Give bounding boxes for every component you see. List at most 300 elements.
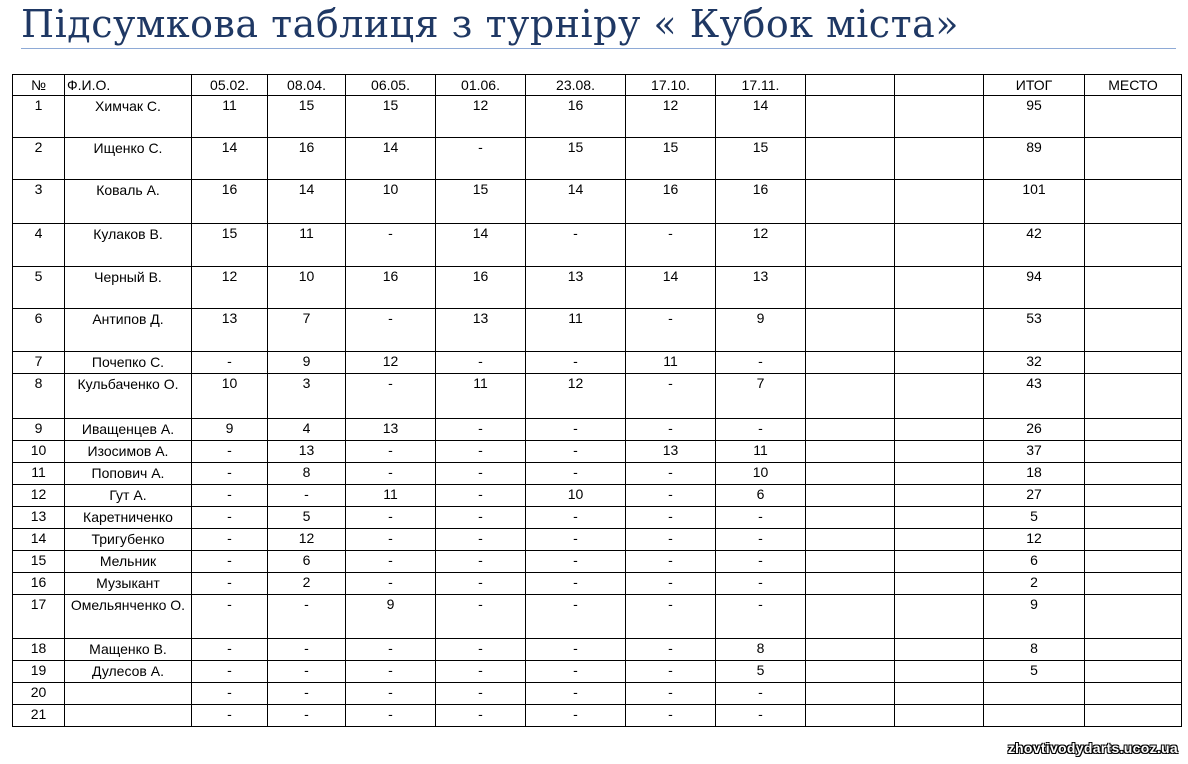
table-row	[13, 573, 1182, 595]
cell-col-date-5: -	[526, 419, 626, 441]
cell-col-date-7: -	[716, 683, 806, 705]
cell-col-date-3: 13	[346, 419, 436, 441]
table-row	[13, 507, 1182, 529]
cell-col-date-4: -	[436, 441, 526, 463]
cell-col-date-6: 13	[626, 441, 716, 463]
cell-col-number: 10	[13, 441, 65, 463]
cell-col-place	[1085, 180, 1182, 224]
cell-col-date-6: -	[626, 661, 716, 683]
cell-col-date-3: -	[346, 224, 436, 267]
table-header-row	[13, 75, 1182, 96]
cell-col-date-7: 13	[716, 267, 806, 309]
cell-col-empty-1	[806, 683, 895, 705]
cell-col-name: Кульбаченко О.	[65, 374, 192, 419]
cell-col-total: 6	[984, 551, 1085, 573]
table-row	[13, 374, 1182, 419]
cell-col-date-5: 10	[526, 485, 626, 507]
cell-col-date-4: -	[436, 573, 526, 595]
cell-col-place	[1085, 639, 1182, 661]
cell-col-date-4: -	[436, 595, 526, 639]
table-row	[13, 352, 1182, 374]
cell-col-empty-1	[806, 463, 895, 485]
cell-col-date-4: -	[436, 683, 526, 705]
cell-col-date-2: 3	[268, 374, 346, 419]
cell-col-date-1: -	[192, 661, 268, 683]
cell-col-date-4: -	[436, 529, 526, 551]
cell-col-number: 1	[13, 96, 65, 138]
cell-col-date-7: -	[716, 352, 806, 374]
results-table	[12, 74, 1182, 727]
table-row	[13, 683, 1182, 705]
cell-col-name: Гут А.	[65, 485, 192, 507]
title-underline	[21, 48, 1176, 49]
cell-col-date-6: -	[626, 224, 716, 267]
cell-col-date-2: 4	[268, 419, 346, 441]
cell-col-empty-2	[895, 507, 984, 529]
cell-col-number: 8	[13, 374, 65, 419]
table-row	[13, 419, 1182, 441]
cell-col-date-3: 15	[346, 96, 436, 138]
cell-col-date-7: 9	[716, 309, 806, 352]
cell-col-date-3: 9	[346, 595, 436, 639]
header-col-place: МЕСТО	[1085, 75, 1182, 96]
cell-col-date-6: -	[626, 507, 716, 529]
cell-col-place	[1085, 661, 1182, 683]
cell-col-total: 2	[984, 573, 1085, 595]
cell-col-date-5: -	[526, 507, 626, 529]
cell-col-date-2: 13	[268, 441, 346, 463]
cell-col-name: Антипов Д.	[65, 309, 192, 352]
cell-col-date-6: -	[626, 683, 716, 705]
cell-col-date-1: -	[192, 639, 268, 661]
header-col-total: ИТОГ	[984, 75, 1085, 96]
cell-col-date-5: -	[526, 529, 626, 551]
cell-col-empty-1	[806, 224, 895, 267]
cell-col-date-3: -	[346, 551, 436, 573]
cell-col-place	[1085, 309, 1182, 352]
cell-col-empty-2	[895, 595, 984, 639]
cell-col-date-4: 12	[436, 96, 526, 138]
cell-col-date-2: 2	[268, 573, 346, 595]
table-row	[13, 267, 1182, 309]
cell-col-place	[1085, 352, 1182, 374]
cell-col-date-5: -	[526, 352, 626, 374]
cell-col-empty-1	[806, 507, 895, 529]
cell-col-total: 43	[984, 374, 1085, 419]
cell-col-total: 26	[984, 419, 1085, 441]
cell-col-number: 7	[13, 352, 65, 374]
cell-col-date-6: -	[626, 485, 716, 507]
cell-col-date-1: -	[192, 507, 268, 529]
table-row	[13, 138, 1182, 180]
cell-col-date-4: -	[436, 705, 526, 727]
cell-col-date-1: 13	[192, 309, 268, 352]
table-row	[13, 96, 1182, 138]
cell-col-name: Омельянченко О.	[65, 595, 192, 639]
cell-col-date-5: 14	[526, 180, 626, 224]
cell-col-empty-1	[806, 419, 895, 441]
cell-col-empty-2	[895, 441, 984, 463]
cell-col-empty-1	[806, 374, 895, 419]
cell-col-date-3: 14	[346, 138, 436, 180]
cell-col-empty-2	[895, 374, 984, 419]
cell-col-name	[65, 683, 192, 705]
cell-col-name	[65, 705, 192, 727]
cell-col-empty-1	[806, 138, 895, 180]
cell-col-name: Попович А.	[65, 463, 192, 485]
header-col-date-1: 05.02.	[192, 75, 268, 96]
cell-col-place	[1085, 551, 1182, 573]
cell-col-empty-2	[895, 180, 984, 224]
cell-col-place	[1085, 529, 1182, 551]
cell-col-date-1: -	[192, 463, 268, 485]
cell-col-total: 101	[984, 180, 1085, 224]
cell-col-date-3: -	[346, 374, 436, 419]
cell-col-date-1: -	[192, 595, 268, 639]
cell-col-date-1: 15	[192, 224, 268, 267]
table-row	[13, 529, 1182, 551]
table-row	[13, 595, 1182, 639]
cell-col-place	[1085, 374, 1182, 419]
cell-col-empty-1	[806, 309, 895, 352]
cell-col-number: 14	[13, 529, 65, 551]
cell-col-date-6: -	[626, 419, 716, 441]
header-col-date-3: 06.05.	[346, 75, 436, 96]
cell-col-date-1: 16	[192, 180, 268, 224]
cell-col-date-7: -	[716, 419, 806, 441]
table-row	[13, 180, 1182, 224]
cell-col-place	[1085, 96, 1182, 138]
cell-col-date-7: -	[716, 705, 806, 727]
cell-col-date-6: -	[626, 551, 716, 573]
cell-col-date-3: -	[346, 507, 436, 529]
cell-col-name: Ищенко С.	[65, 138, 192, 180]
cell-col-date-5: -	[526, 463, 626, 485]
cell-col-name: Почепко С.	[65, 352, 192, 374]
header-col-empty-2	[895, 75, 984, 96]
cell-col-date-4: 16	[436, 267, 526, 309]
cell-col-date-5: -	[526, 661, 626, 683]
cell-col-date-4: 14	[436, 224, 526, 267]
cell-col-empty-1	[806, 595, 895, 639]
cell-col-place	[1085, 224, 1182, 267]
cell-col-date-1: 9	[192, 419, 268, 441]
cell-col-empty-2	[895, 267, 984, 309]
cell-col-number: 3	[13, 180, 65, 224]
cell-col-date-5: -	[526, 224, 626, 267]
cell-col-date-5: 13	[526, 267, 626, 309]
cell-col-date-7: 10	[716, 463, 806, 485]
cell-col-total: 53	[984, 309, 1085, 352]
cell-col-empty-2	[895, 485, 984, 507]
cell-col-date-1: 12	[192, 267, 268, 309]
cell-col-empty-1	[806, 267, 895, 309]
cell-col-date-7: 11	[716, 441, 806, 463]
cell-col-number: 15	[13, 551, 65, 573]
cell-col-number: 18	[13, 639, 65, 661]
cell-col-total: 37	[984, 441, 1085, 463]
cell-col-place	[1085, 441, 1182, 463]
cell-col-name: Мащенко В.	[65, 639, 192, 661]
table-row	[13, 309, 1182, 352]
cell-col-date-2: -	[268, 485, 346, 507]
cell-col-total: 95	[984, 96, 1085, 138]
table-row	[13, 485, 1182, 507]
header-col-empty-1	[806, 75, 895, 96]
cell-col-date-6: 16	[626, 180, 716, 224]
cell-col-date-3: 12	[346, 352, 436, 374]
cell-col-date-7: 5	[716, 661, 806, 683]
cell-col-name: Мельник	[65, 551, 192, 573]
cell-col-date-2: 7	[268, 309, 346, 352]
cell-col-date-5: 16	[526, 96, 626, 138]
cell-col-date-5: -	[526, 683, 626, 705]
cell-col-date-3: -	[346, 705, 436, 727]
cell-col-total: 18	[984, 463, 1085, 485]
header-col-date-5: 23.08.	[526, 75, 626, 96]
header-col-number: №	[13, 75, 65, 96]
header-col-date-4: 01.06.	[436, 75, 526, 96]
cell-col-total: 5	[984, 507, 1085, 529]
cell-col-empty-2	[895, 463, 984, 485]
cell-col-number: 11	[13, 463, 65, 485]
cell-col-date-5: -	[526, 639, 626, 661]
cell-col-empty-1	[806, 551, 895, 573]
cell-col-empty-2	[895, 573, 984, 595]
cell-col-total: 32	[984, 352, 1085, 374]
cell-col-number: 20	[13, 683, 65, 705]
cell-col-date-2: 6	[268, 551, 346, 573]
cell-col-number: 5	[13, 267, 65, 309]
cell-col-empty-2	[895, 529, 984, 551]
cell-col-number: 13	[13, 507, 65, 529]
cell-col-date-4: -	[436, 507, 526, 529]
cell-col-place	[1085, 485, 1182, 507]
cell-col-date-7: -	[716, 573, 806, 595]
cell-col-place	[1085, 507, 1182, 529]
cell-col-date-2: -	[268, 595, 346, 639]
cell-col-date-2: -	[268, 705, 346, 727]
cell-col-date-3: -	[346, 639, 436, 661]
table-row	[13, 463, 1182, 485]
cell-col-empty-2	[895, 639, 984, 661]
cell-col-date-2: 10	[268, 267, 346, 309]
cell-col-empty-2	[895, 138, 984, 180]
cell-col-empty-1	[806, 573, 895, 595]
cell-col-date-4: -	[436, 485, 526, 507]
cell-col-total: 12	[984, 529, 1085, 551]
cell-col-number: 4	[13, 224, 65, 267]
cell-col-date-4: -	[436, 419, 526, 441]
cell-col-date-1: -	[192, 441, 268, 463]
cell-col-name: Черный В.	[65, 267, 192, 309]
cell-col-date-6: 15	[626, 138, 716, 180]
cell-col-number: 17	[13, 595, 65, 639]
cell-col-place	[1085, 463, 1182, 485]
cell-col-date-4: -	[436, 138, 526, 180]
cell-col-date-7: -	[716, 551, 806, 573]
cell-col-date-1: -	[192, 529, 268, 551]
cell-col-date-6: -	[626, 639, 716, 661]
cell-col-total: 27	[984, 485, 1085, 507]
cell-col-empty-2	[895, 551, 984, 573]
cell-col-date-4: 13	[436, 309, 526, 352]
cell-col-name: Музыкант	[65, 573, 192, 595]
cell-col-empty-2	[895, 309, 984, 352]
cell-col-date-6: 11	[626, 352, 716, 374]
cell-col-date-6: 14	[626, 267, 716, 309]
cell-col-date-7: 7	[716, 374, 806, 419]
cell-col-place	[1085, 419, 1182, 441]
cell-col-name: Тригубенко	[65, 529, 192, 551]
cell-col-date-4: -	[436, 352, 526, 374]
cell-col-date-7: -	[716, 595, 806, 639]
cell-col-total: 42	[984, 224, 1085, 267]
cell-col-date-6: -	[626, 309, 716, 352]
table-row	[13, 551, 1182, 573]
cell-col-date-1: -	[192, 705, 268, 727]
cell-col-date-5: -	[526, 705, 626, 727]
cell-col-date-6: -	[626, 374, 716, 419]
cell-col-date-5: 15	[526, 138, 626, 180]
cell-col-name: Каретниченко	[65, 507, 192, 529]
cell-col-empty-2	[895, 683, 984, 705]
cell-col-number: 16	[13, 573, 65, 595]
cell-col-date-1: 10	[192, 374, 268, 419]
cell-col-date-1: -	[192, 485, 268, 507]
cell-col-empty-1	[806, 352, 895, 374]
cell-col-empty-2	[895, 661, 984, 683]
cell-col-date-4: -	[436, 661, 526, 683]
cell-col-name: Дулесов А.	[65, 661, 192, 683]
cell-col-total: 89	[984, 138, 1085, 180]
cell-col-date-6: -	[626, 463, 716, 485]
cell-col-date-7: -	[716, 507, 806, 529]
page-title: Підсумкова таблиця з турніру « Кубок міста»	[21, 2, 960, 46]
cell-col-empty-2	[895, 352, 984, 374]
cell-col-date-6: 12	[626, 96, 716, 138]
cell-col-date-4: -	[436, 639, 526, 661]
cell-col-name: Изосимов А.	[65, 441, 192, 463]
cell-col-date-2: 9	[268, 352, 346, 374]
cell-col-place	[1085, 573, 1182, 595]
cell-col-place	[1085, 595, 1182, 639]
cell-col-total	[984, 683, 1085, 705]
cell-col-number: 21	[13, 705, 65, 727]
cell-col-empty-2	[895, 96, 984, 138]
table-row	[13, 639, 1182, 661]
cell-col-number: 19	[13, 661, 65, 683]
cell-col-date-4: 11	[436, 374, 526, 419]
cell-col-date-7: 14	[716, 96, 806, 138]
header-col-date-2: 08.04.	[268, 75, 346, 96]
cell-col-date-6: -	[626, 573, 716, 595]
cell-col-number: 12	[13, 485, 65, 507]
cell-col-date-5: -	[526, 573, 626, 595]
cell-col-date-7: 15	[716, 138, 806, 180]
cell-col-date-6: -	[626, 595, 716, 639]
cell-col-total	[984, 705, 1085, 727]
site-watermark: zhovtivodydarts.ucoz.ua	[1007, 740, 1178, 756]
cell-col-empty-1	[806, 96, 895, 138]
cell-col-date-2: 8	[268, 463, 346, 485]
cell-col-number: 6	[13, 309, 65, 352]
cell-col-date-2: -	[268, 683, 346, 705]
cell-col-date-3: -	[346, 529, 436, 551]
cell-col-date-7: 12	[716, 224, 806, 267]
cell-col-date-4: -	[436, 463, 526, 485]
cell-col-date-7: 8	[716, 639, 806, 661]
cell-col-name: Химчак С.	[65, 96, 192, 138]
table-row	[13, 441, 1182, 463]
cell-col-date-6: -	[626, 529, 716, 551]
cell-col-empty-1	[806, 441, 895, 463]
cell-col-date-1: -	[192, 551, 268, 573]
cell-col-place	[1085, 705, 1182, 727]
cell-col-date-4: -	[436, 551, 526, 573]
table-row	[13, 661, 1182, 683]
cell-col-date-3: -	[346, 463, 436, 485]
cell-col-empty-1	[806, 180, 895, 224]
cell-col-date-3: -	[346, 441, 436, 463]
cell-col-empty-2	[895, 224, 984, 267]
cell-col-total: 8	[984, 639, 1085, 661]
cell-col-date-1: -	[192, 352, 268, 374]
cell-col-number: 2	[13, 138, 65, 180]
cell-col-date-3: -	[346, 309, 436, 352]
cell-col-date-5: 12	[526, 374, 626, 419]
cell-col-date-2: -	[268, 639, 346, 661]
cell-col-date-1: -	[192, 573, 268, 595]
cell-col-date-5: 11	[526, 309, 626, 352]
cell-col-date-3: 16	[346, 267, 436, 309]
cell-col-name: Кулаков В.	[65, 224, 192, 267]
cell-col-empty-1	[806, 705, 895, 727]
cell-col-date-2: 16	[268, 138, 346, 180]
cell-col-date-2: 12	[268, 529, 346, 551]
cell-col-date-5: -	[526, 441, 626, 463]
cell-col-total: 5	[984, 661, 1085, 683]
cell-col-date-1: -	[192, 683, 268, 705]
cell-col-name: Коваль А.	[65, 180, 192, 224]
cell-col-empty-1	[806, 661, 895, 683]
header-col-name: Ф.И.О.	[65, 75, 192, 96]
cell-col-empty-1	[806, 529, 895, 551]
cell-col-date-2: -	[268, 661, 346, 683]
cell-col-date-5: -	[526, 595, 626, 639]
cell-col-place	[1085, 267, 1182, 309]
table-row	[13, 224, 1182, 267]
cell-col-date-7: 16	[716, 180, 806, 224]
cell-col-date-7: 6	[716, 485, 806, 507]
cell-col-date-2: 15	[268, 96, 346, 138]
cell-col-date-2: 11	[268, 224, 346, 267]
table-row	[13, 705, 1182, 727]
cell-col-total: 94	[984, 267, 1085, 309]
cell-col-empty-1	[806, 485, 895, 507]
cell-col-name: Иващенцев А.	[65, 419, 192, 441]
cell-col-date-2: 14	[268, 180, 346, 224]
cell-col-date-3: -	[346, 573, 436, 595]
cell-col-empty-2	[895, 705, 984, 727]
header-col-date-7: 17.11.	[716, 75, 806, 96]
cell-col-place	[1085, 138, 1182, 180]
cell-col-empty-2	[895, 419, 984, 441]
cell-col-date-3: 10	[346, 180, 436, 224]
cell-col-date-4: 15	[436, 180, 526, 224]
cell-col-date-1: 11	[192, 96, 268, 138]
cell-col-total: 9	[984, 595, 1085, 639]
